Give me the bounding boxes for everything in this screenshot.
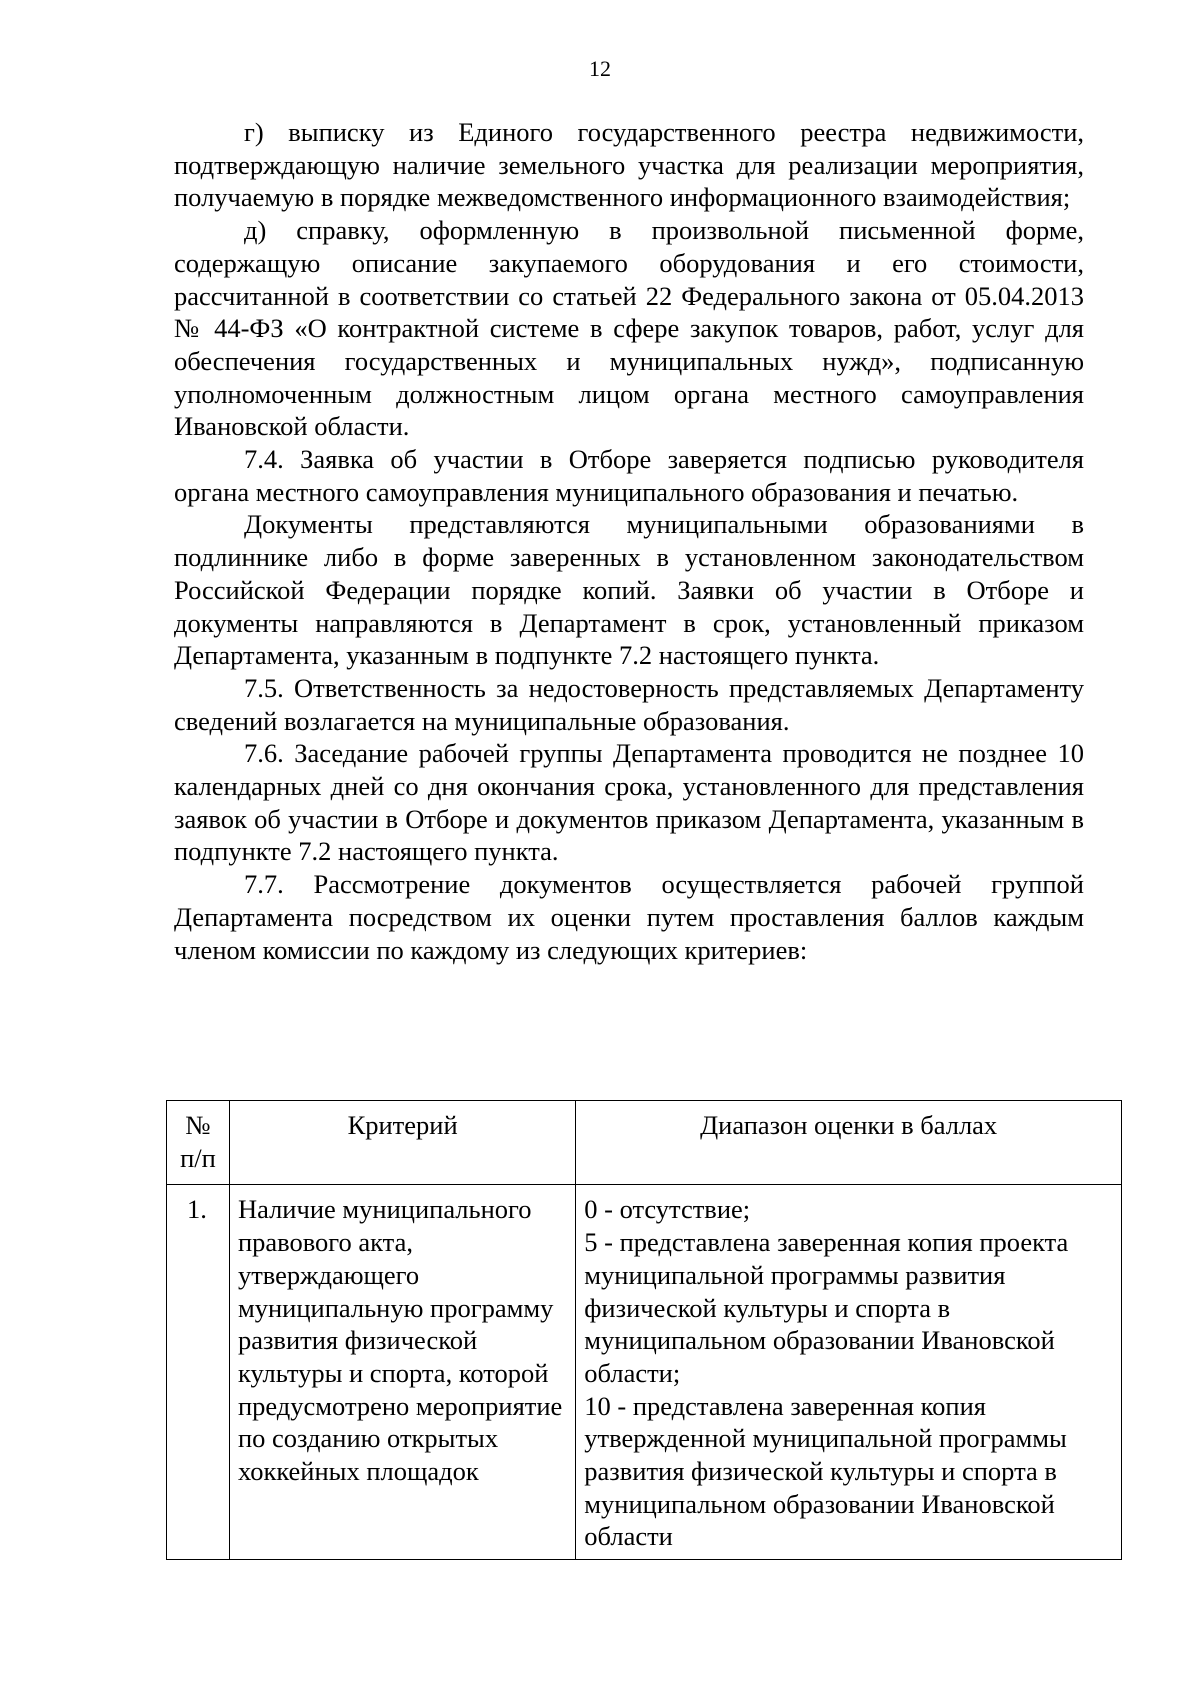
paragraph-7-5-responsibility: 7.5. Ответственность за недостоверность представляемых Департаменту сведений возлагается на муниципальные образования. [174, 672, 1084, 736]
page-number: 12 [589, 56, 611, 81]
table-row [167, 1185, 1122, 1560]
row-number: 1. [167, 1185, 230, 1560]
row-criterion: Наличие муниципального правового акта, утверждающего муниципальную программу развития физической культуры и спорта, которой предусмотрено мероприятие по созданию открытых хоккейных площадок [229, 1185, 575, 1560]
paragraph-7-4-application-signature: 7.4. Заявка об участии в Отборе заверяется подписью руководителя органа местного самоуправления муниципального образования и печатью. [174, 444, 1084, 507]
document-body [174, 116, 1084, 966]
score-option-10: 10 - представлена заверенная копия утвержденной муниципальной программы развития физической культуры и спорта в муниципальном образовании Ивановской области [584, 1390, 1067, 1552]
paragraph-equipment-cost-certificate: д) справку, оформленную в произвольной письменной форме, содержащую описание закупаемого оборудования и его стоимости, рассчитанной в соответствии со статьей 22 Федерального закона от 05.04.2013 № 44-ФЗ «О контрактной системе в сфере закупок товаров, работ, услуг для обеспечения государственных и муниципальных нужд», подписанную уполномоченным должностным лицом органа местного самоуправления Ивановской области. [174, 215, 1084, 442]
table-header-row [167, 1101, 1122, 1185]
score-option-5: 5 - представлена заверенная копия проекта муниципальной программы развития физической культуры и спорта в муниципальном образовании Ивановской области; [584, 1227, 1069, 1388]
header-number-line2: п/п [180, 1142, 216, 1173]
row-score-range [576, 1185, 1122, 1560]
paragraph-7-6-working-group-meeting: 7.6. Заседание рабочей группы Департамента проводится не позднее 10 календарных дней со дня окончания срока, установленного для представления заявок об участии в Отборе и документов приказом Департамента, указанным в подпункте 7.2 настоящего пункта. [174, 738, 1084, 867]
paragraph-7-7-documents-review: 7.7. Рассмотрение документов осуществляется рабочей группой Департамента посредством их оценки путем проставления баллов каждым членом комиссии по каждому из следующих критериев: [174, 869, 1084, 965]
paragraph-extract-real-estate-registry: г) выписку из Единого государственного реестра недвижимости, подтверждающую наличие земельного участка для реализации мероприятия, получаемую в порядке межведомственного информационного взаимодействия; [174, 117, 1084, 213]
header-number-line1: № [185, 1110, 211, 1140]
header-criterion: Критерий [229, 1101, 575, 1185]
criteria-table [166, 1100, 1122, 1560]
header-number [167, 1101, 230, 1185]
paragraph-documents-submission: Документы представляются муниципальными образованиями в подлиннике либо в форме заверенных в установленном законодательством Российской Федерации порядке копий. Заявки об участии в Отборе и документы направляются в Департамент в срок, установленный приказом Департамента, указанным в подпункте 7.2 настоящего пункта. [174, 509, 1084, 671]
score-option-0: 0 - отсутствие; [584, 1194, 751, 1225]
header-score-range: Диапазон оценки в баллах [576, 1101, 1122, 1185]
